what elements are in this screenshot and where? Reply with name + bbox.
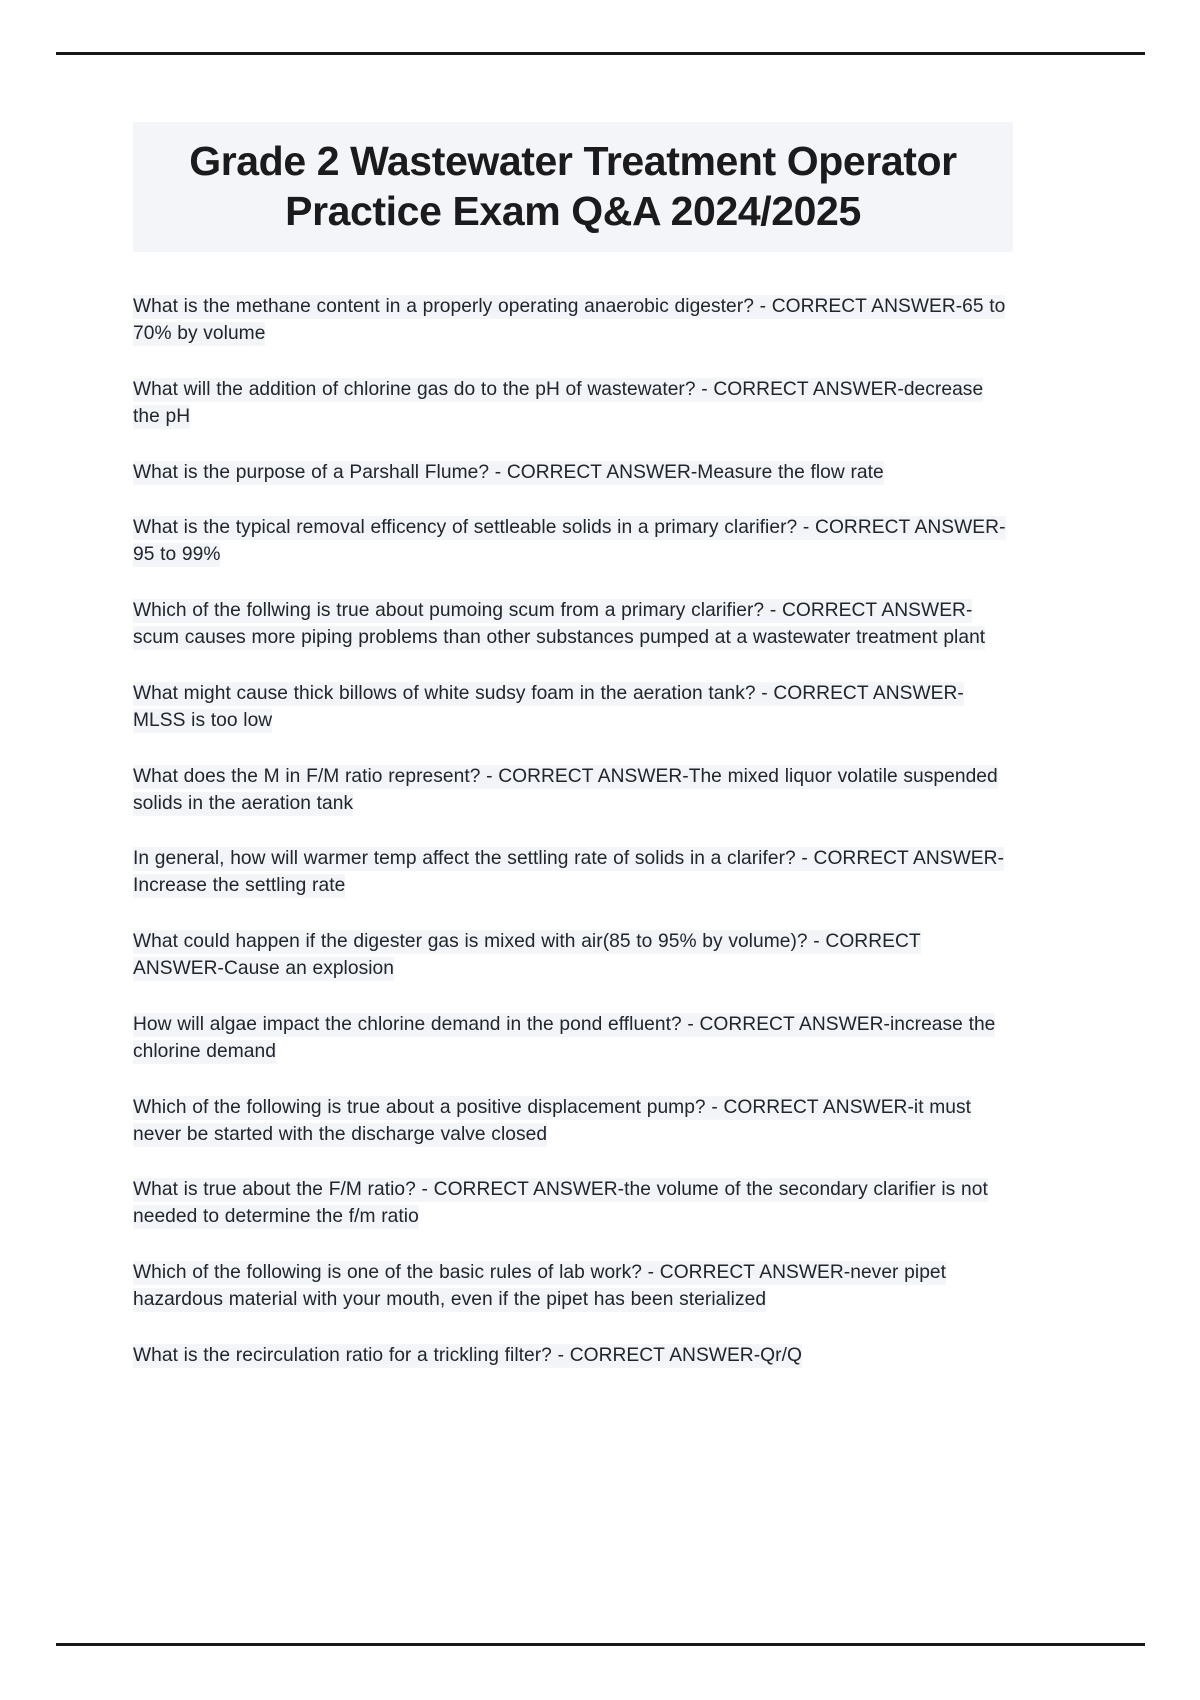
qa-entry (133, 929, 1013, 983)
header-divider-rule (56, 52, 1145, 55)
qa-entry-text: What will the addition of chlorine gas do to the pH of wastewater? - CORRECT ANSWER-decrease the pH (133, 378, 984, 427)
qa-entry-text: What is the methane content in a properly operating anaerobic digester? - CORRECT ANSWER-65 to 70% by volume (133, 296, 1006, 344)
qa-entry (133, 515, 1013, 569)
document-content (133, 122, 1013, 1370)
qa-entry (133, 1095, 1013, 1149)
qa-entry-text: How will algae impact the chlorine demand in the pond effluent? - CORRECT ANSWER-increase the chlorine demand (133, 1013, 996, 1062)
qa-entry (133, 1177, 1013, 1231)
qa-entry (133, 1343, 1013, 1370)
qa-entry-text: What does the M in F/M ratio represent? - CORRECT ANSWER-The mixed liquor volatile suspended solids in the aeration tank (133, 765, 998, 814)
qa-entry-text: What is the typical removal efficency of settleable solids in a primary clarifier? - CORRECT ANSWER-95 to 99% (133, 517, 1006, 566)
qa-list (133, 294, 1013, 1370)
qa-entry (133, 764, 1013, 818)
qa-entry (133, 294, 1013, 348)
qa-entry-text: What is true about the F/M ratio? - CORRECT ANSWER-the volume of the secondary clarifier is not needed to determine the f/m ratio (133, 1179, 988, 1228)
footer-divider-rule (56, 1643, 1145, 1646)
qa-entry (133, 846, 1013, 900)
qa-entry-text: Which of the follwing is true about pumoing scum from a primary clarifier? - CORRECT ANSWER-scum causes more piping problems than other substances pumped at a wastewater treatment plant (133, 600, 986, 649)
qa-entry (133, 460, 1013, 487)
qa-entry-text: In general, how will warmer temp affect the settling rate of solids in a clarifer? - CORRECT ANSWER-Increase the settling rate (133, 848, 1005, 897)
qa-entry (133, 1260, 1013, 1314)
qa-entry-text: What could happen if the digester gas is mixed with air(85 to 95% by volume)? - CORRECT ANSWER-Cause an explosion (133, 931, 921, 980)
qa-entry-text: What might cause thick billows of white sudsy foam in the aeration tank? - CORRECT ANSWER-MLSS is too low (133, 682, 964, 731)
qa-entry (133, 681, 1013, 735)
qa-entry-text: Which of the following is true about a positive displacement pump? - CORRECT ANSWER-it must never be started with the discharge valve closed (133, 1096, 972, 1145)
qa-entry (133, 1012, 1013, 1066)
qa-entry-text: What is the recirculation ratio for a trickling filter? - CORRECT ANSWER-Qr/Q (133, 1344, 802, 1366)
qa-entry (133, 598, 1013, 652)
qa-entry-text: What is the purpose of a Parshall Flume? - CORRECT ANSWER-Measure the flow rate (133, 461, 884, 483)
qa-entry-text: Which of the following is one of the basic rules of lab work? - CORRECT ANSWER-never pipet hazardous material with your mouth, even if the pipet has been sterialized (133, 1262, 947, 1311)
qa-entry (133, 377, 1013, 431)
page-title: Grade 2 Wastewater Treatment Operator Practice Exam Q&A 2024/2025 (133, 122, 1013, 252)
